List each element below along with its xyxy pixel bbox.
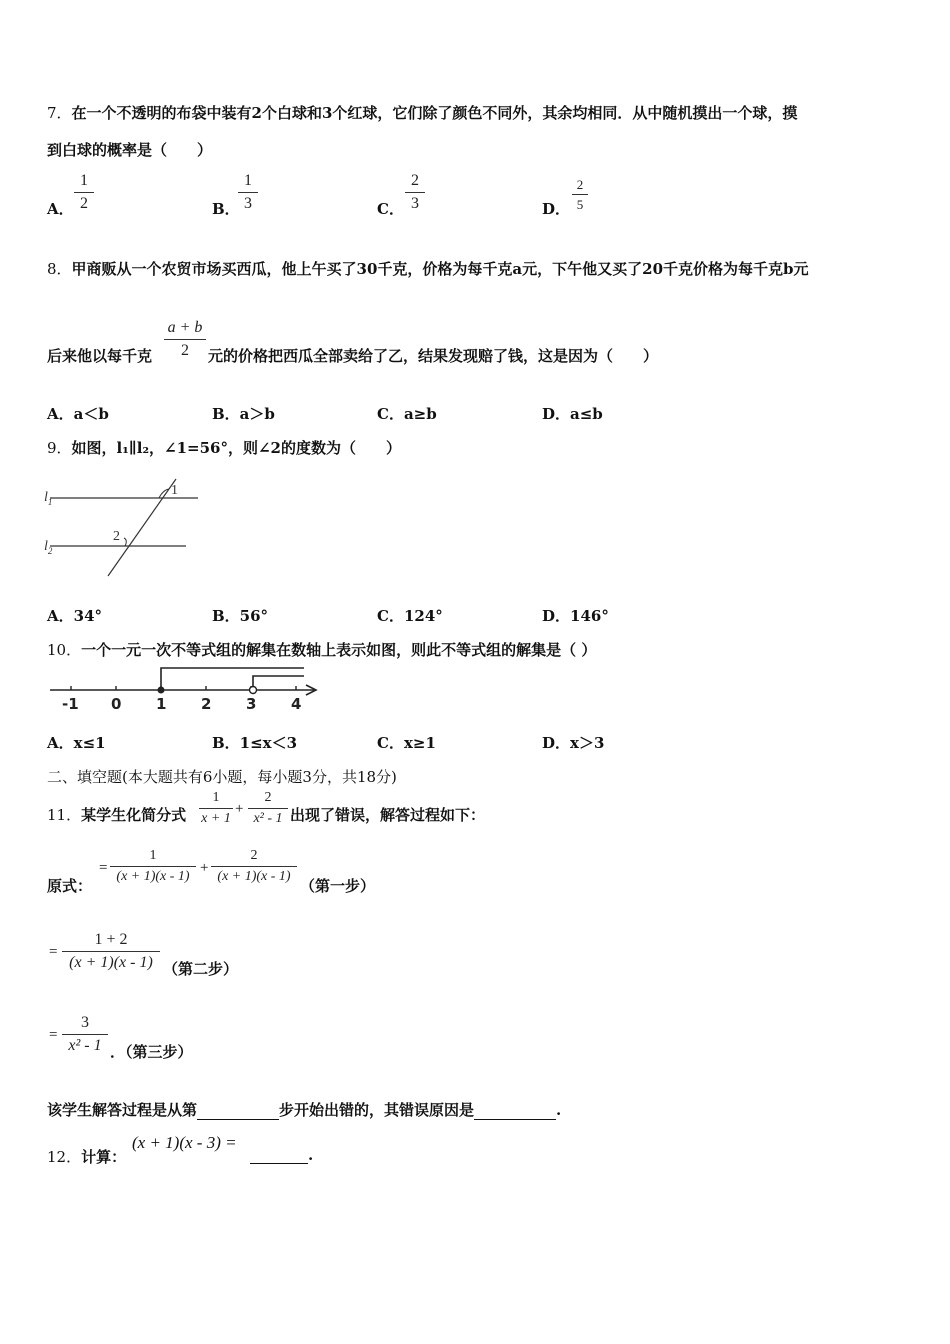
q7-line1 <box>47 102 797 123</box>
q7-option-b-label: B． <box>212 200 240 218</box>
q12-prefix <box>47 1146 126 1167</box>
axis-label-neg1: -1 <box>62 695 79 713</box>
q12-text-pre: 计算： <box>81 1148 127 1166</box>
q11-step2-eq: = <box>49 944 58 960</box>
q11-fraction-2 <box>248 790 288 827</box>
q8-price-fraction <box>164 319 206 360</box>
open-dot-3 <box>250 687 257 694</box>
axis-label-3: 3 <box>246 695 257 713</box>
q11-step1-eq: = <box>99 860 108 876</box>
q9-text: 如图，l₁∥l₂，∠1=56°，则∠2的度数为（ ） <box>71 439 401 457</box>
q11-fraction-1 <box>199 790 233 827</box>
number-line-figure <box>44 662 324 714</box>
q11-text-pre: 某学生化简分式 <box>81 806 187 824</box>
q8-text-1: 甲商贩从一个农贸市场买西瓜，他上午买了30千克，价格为每千克a元，下午他又买了20千克价格为每千克b元 <box>71 260 809 278</box>
q11-step1-label: （第一步） <box>300 877 376 895</box>
q11-step2-den: (x + 1)(x - 1) <box>69 954 153 971</box>
q11-plus: + <box>235 801 244 817</box>
q12-number: 12． <box>47 1148 82 1166</box>
q8-line2-post: 元的价格把西瓜全部卖给了乙，结果发现赔了钱，这是因为（ ） <box>208 347 659 365</box>
q7-option-c-fraction <box>405 172 425 213</box>
q11-step1-fraction-2 <box>211 848 297 885</box>
q11-conclusion-mid: 步开始出错的，其错误原因是 <box>279 1101 475 1119</box>
q8-number: 8． <box>47 260 72 278</box>
q11-step1-f1-den: (x + 1)(x - 1) <box>116 869 190 884</box>
q8-frac-den: 2 <box>181 342 189 359</box>
q7-option-a-fraction <box>74 172 94 213</box>
q11-step1-f1-num: 1 <box>149 848 157 863</box>
label-l1: $l_1$ <box>44 490 53 507</box>
q11-frac2-den: x² - 1 <box>253 811 283 826</box>
q7-option-a-label: A． <box>47 200 74 218</box>
q12-end: . <box>308 1146 314 1164</box>
q9-option-d: D．146° <box>542 607 609 625</box>
q11-step3-label: ．（第三步） <box>110 1043 193 1061</box>
q12-blank[interactable] <box>250 1147 308 1164</box>
closed-dot-1 <box>158 687 165 694</box>
q7-option-d-fraction <box>572 177 588 212</box>
q7-option-d-num: 2 <box>576 177 584 192</box>
transversal-line <box>108 479 176 576</box>
axis-label-1: 1 <box>156 695 167 713</box>
q11-blank-step[interactable] <box>197 1103 279 1120</box>
q11-step1-f2-num: 2 <box>250 848 258 863</box>
q11-blank-reason[interactable] <box>474 1103 556 1120</box>
q12-answer <box>250 1146 313 1164</box>
q7-line2: 到白球的概率是（ ） <box>47 141 213 159</box>
q7-text-1: 在一个不透明的布袋中装有2个白球和3个红球，它们除了颜色不同外，其余均相同．从中随机摸出一个球，摸 <box>71 104 798 122</box>
q11-conclusion-end: . <box>556 1101 562 1119</box>
q9-option-c: C．124° <box>377 607 443 625</box>
q7-option-b-fraction <box>238 172 258 213</box>
q11-frac1-den: x + 1 <box>201 811 231 826</box>
q8-frac-num: a + b <box>167 319 203 336</box>
q8-option-d: D．a≤b <box>542 405 603 423</box>
q7-option-b-den: 3 <box>244 195 252 212</box>
q11-text-post: 出现了错误，解答过程如下： <box>290 806 486 824</box>
q8-option-a: A．a＜b <box>47 405 109 423</box>
q8-option-c: C．a≥b <box>377 405 437 423</box>
parallel-lines-figure <box>40 475 210 585</box>
q11-original-label: 原式： <box>47 877 93 895</box>
q11-step3-eq: = <box>49 1027 58 1043</box>
q7-option-c-num: 2 <box>411 172 419 189</box>
q9-option-b: B．56° <box>212 607 269 625</box>
q11-step2-num: 1 + 2 <box>94 931 128 948</box>
q11-step1-f2-den: (x + 1)(x - 1) <box>217 869 291 884</box>
q12-expression: (x + 1)(x - 3) = <box>132 1133 237 1152</box>
q10-text: 一个一元一次不等式组的解集在数轴上表示如图，则此不等式组的解集是（ ） <box>81 641 597 659</box>
q11-frac2-num: 2 <box>264 790 272 805</box>
q11-step2-fraction <box>62 931 160 972</box>
q7-number: 7． <box>47 104 72 122</box>
q11-prefix <box>47 804 186 825</box>
solution-ray-1 <box>161 668 304 690</box>
label-angle-2: 2 <box>113 529 120 544</box>
q7-option-d-label: D． <box>542 200 571 218</box>
q7-option-c-label: C． <box>377 200 404 218</box>
q11-step1-plus: + <box>200 860 209 876</box>
q11-number: 11． <box>47 806 82 824</box>
q7-option-a-num: 1 <box>80 172 88 189</box>
q9-number: 9． <box>47 439 72 457</box>
q8-line2-pre: 后来他以每千克 <box>47 347 153 365</box>
q11-conclusion <box>47 1099 561 1120</box>
axis-label-0: 0 <box>111 695 122 713</box>
section-2-heading: 二、填空题(本大题共有6小题，每小题3分，共18分) <box>47 768 397 786</box>
q11-frac1-num: 1 <box>212 790 220 805</box>
axis-label-4: 4 <box>291 695 302 713</box>
label-l2: $l_2$ <box>44 539 53 556</box>
q8-line1 <box>47 258 809 279</box>
q11-step3-den: x² - 1 <box>68 1037 102 1054</box>
angle-2-arc <box>124 538 126 546</box>
q7-option-d-den: 5 <box>576 197 584 212</box>
q11-step1-fraction-1 <box>110 848 196 885</box>
q11-conclusion-pre: 该学生解答过程是从第 <box>47 1101 198 1119</box>
q7-option-a-den: 2 <box>80 195 88 212</box>
q10-number: 10． <box>47 641 82 659</box>
q11-step2-label: （第二步） <box>163 960 239 978</box>
q7-option-c-den: 3 <box>411 195 419 212</box>
q11-step3-fraction <box>62 1014 108 1055</box>
q10-option-d: D．x＞3 <box>542 734 605 752</box>
q7-option-b-num: 1 <box>244 172 252 189</box>
q10-option-c: C．x≥1 <box>377 734 436 752</box>
q10-line <box>47 639 596 660</box>
q10-option-b: B．1≤x＜3 <box>212 734 298 752</box>
q10-option-a: A．x≤1 <box>47 734 106 752</box>
axis-label-2: 2 <box>201 695 212 713</box>
q11-step3-num: 3 <box>81 1014 89 1031</box>
q9-line <box>47 437 401 458</box>
q8-option-b: B．a＞b <box>212 405 275 423</box>
label-angle-1: 1 <box>171 483 178 498</box>
q9-option-a: A．34° <box>47 607 103 625</box>
